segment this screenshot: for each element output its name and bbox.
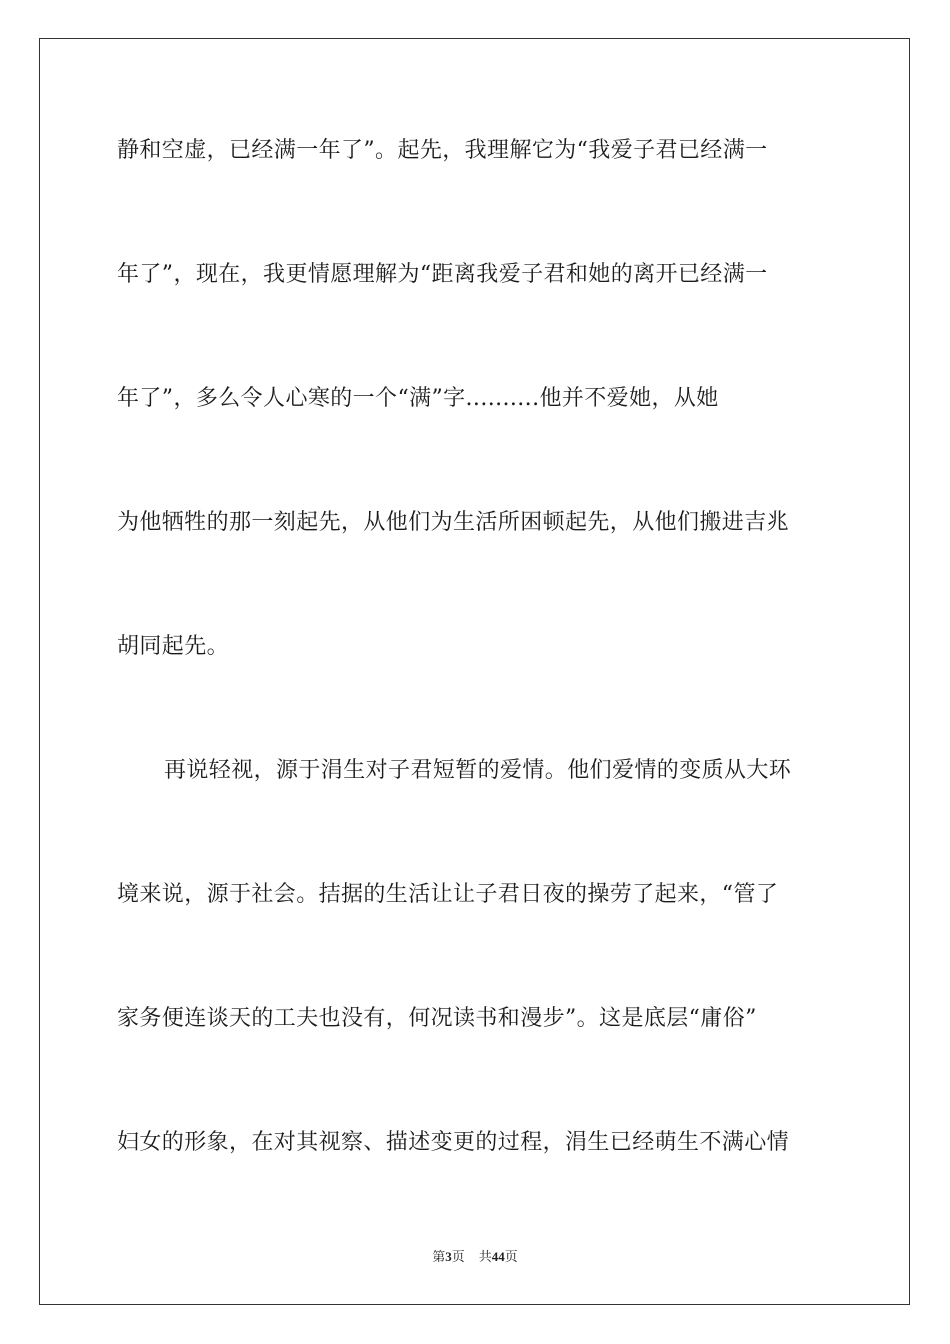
text-line-8: 家务便连谈天的工夫也没有，何况读书和漫步”。这是底层“庸俗”: [117, 1006, 757, 1031]
text-line-6-paragraph-start: 再说轻视，源于涓生对子君短暂的爱情。他们爱情的变质从大环: [164, 758, 792, 783]
text-line-9: 妇女的形象，在对其视察、描述变更的过程，涓生已经萌生不满心情: [117, 1130, 790, 1155]
text-line-2: 年了”，现在，我更情愿理解为“距离我爱子君和她的离开已经满一: [117, 262, 768, 287]
text-line-7: 境来说，源于社会。拮据的生活让让子君日夜的操劳了起来，“管了: [117, 882, 779, 907]
text-line-4: 为他牺牲的那一刻起先，从他们为生活所困顿起先，从他们搬进吉兆: [117, 510, 790, 535]
total-pages-prefix: 共: [478, 1249, 492, 1264]
total-pages-suffix: 页: [504, 1249, 518, 1264]
text-line-5: 胡同起先。: [117, 634, 230, 659]
text-line-1: 静和空虚，已经满一年了”。起先，我理解它为“我爱子君已经满一: [117, 138, 768, 163]
total-page-count: 44: [491, 1249, 505, 1264]
page-number-prefix: 第: [432, 1249, 446, 1264]
page-border: [39, 38, 910, 1305]
text-line-3: 年了”，多么令人心寒的一个“满”字..........他并不爱她，从她: [117, 386, 719, 411]
page-footer: [0, 1248, 950, 1266]
current-page-number: 3: [445, 1249, 452, 1264]
page-number-suffix: 页: [451, 1249, 465, 1264]
